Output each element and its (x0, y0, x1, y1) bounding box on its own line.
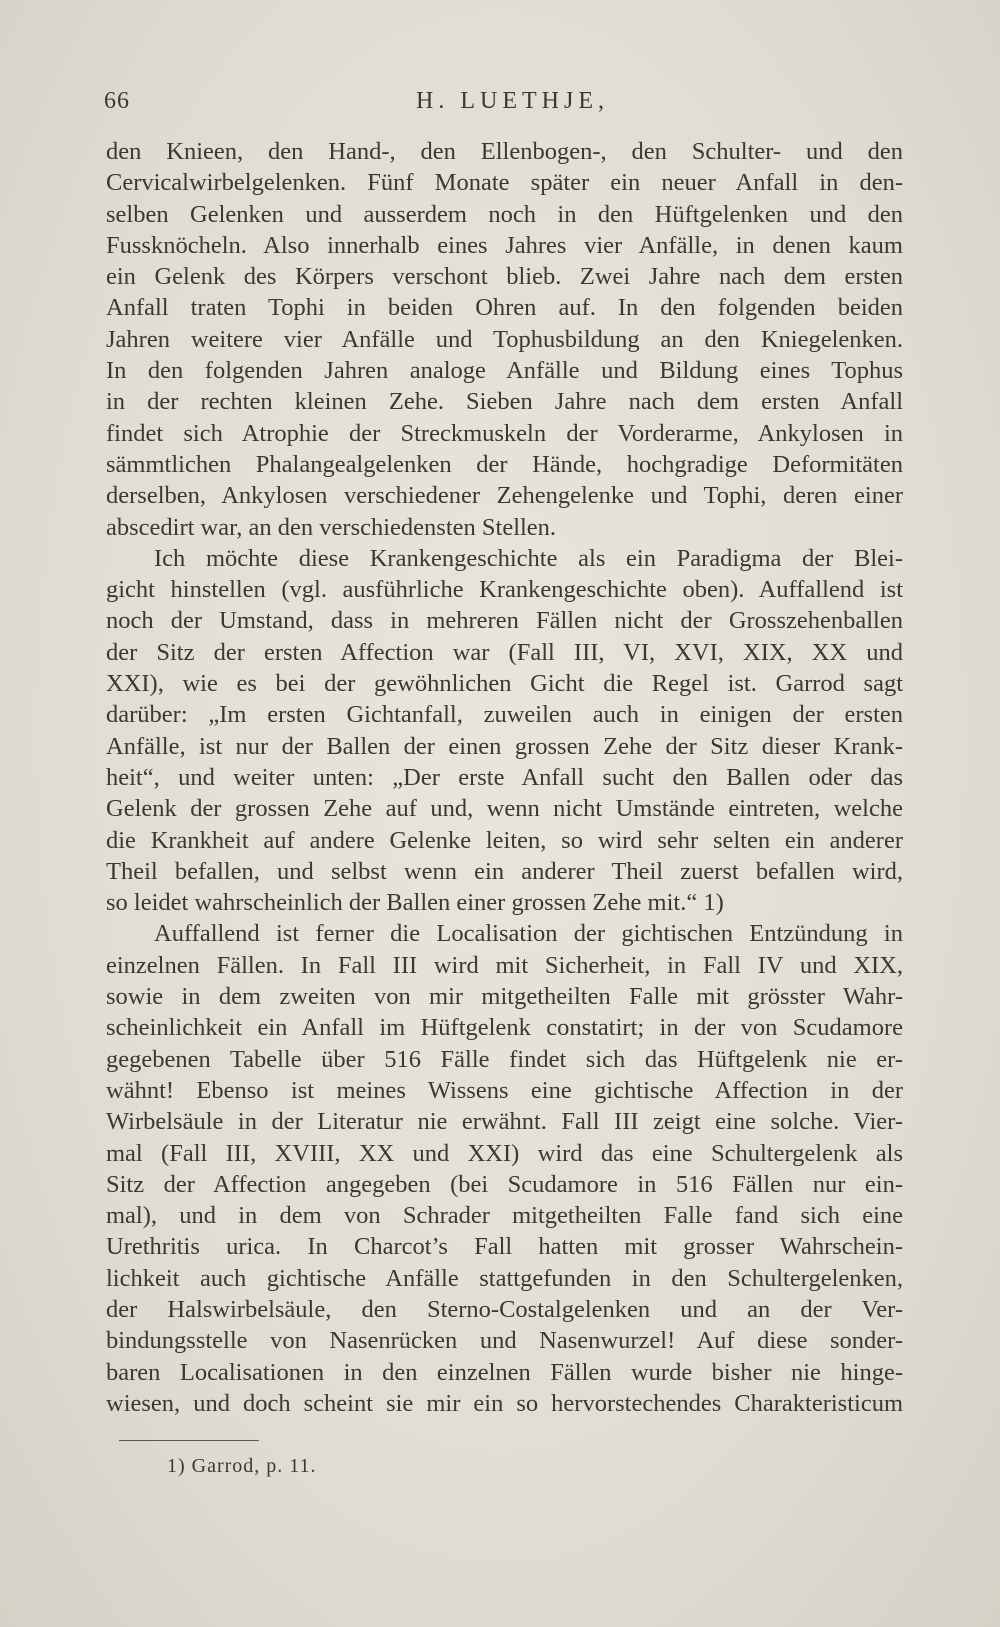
text-line: Fussknöcheln. Also innerhalb eines Jahres vier Anfälle, in denen kaum (106, 231, 903, 259)
text-line: Anfall traten Tophi in beiden Ohren auf. In den folgenden beiden (106, 294, 903, 322)
text-line: Theil befallen, und selbst wenn ein anderer Theil zuerst befallen wird, (106, 857, 903, 885)
page-number: 66 (104, 88, 130, 114)
text-line: Auffallend ist ferner die Localisation der gichtischen Entzündung in (154, 920, 903, 948)
text-line: lichkeit auch gichtische Anfälle stattgefunden in den Schultergelenken, (106, 1264, 903, 1292)
text-line: gicht hinstellen (vgl. ausführliche Krankengeschichte oben). Auffallend ist (106, 576, 903, 604)
text-line: wähnt! Ebenso ist meines Wissens eine gichtische Affection in der (106, 1076, 903, 1104)
text-line: Cervicalwirbelgelenken. Fünf Monate später ein neuer Anfall in den- (106, 169, 903, 197)
text-line: XXI), wie es bei der gewöhnlichen Gicht die Regel ist. Garrod sagt (106, 670, 903, 698)
text-line: In den folgenden Jahren analoge Anfälle und Bildung eines Tophus (106, 357, 903, 385)
text-line: der Halswirbelsäule, den Sterno-Costalgelenken und an der Ver- (106, 1295, 903, 1323)
text-line: wiesen, und doch scheint sie mir ein so hervorstechendes Charakteristicum (106, 1389, 903, 1417)
text-line: der Sitz der ersten Affection war (Fall III, VI, XVI, XIX, XX und (106, 638, 903, 666)
text-line: Urethritis urica. In Charcot’s Fall hatten mit grosser Wahrschein- (106, 1233, 903, 1261)
text-line: gegebenen Tabelle über 516 Fälle findet sich das Hüftgelenk nie er- (106, 1045, 903, 1073)
text-line: bindungsstelle von Nasenrücken und Nasenwurzel! Auf diese sonder- (106, 1327, 903, 1355)
text-line: Wirbelsäule in der Literatur nie erwähnt. Fall III zeigt eine solche. Vier- (106, 1108, 903, 1136)
body-text (106, 136, 903, 1419)
text-line: die Krankheit auf andere Gelenke leiten, so wird sehr selten ein anderer (106, 826, 903, 854)
text-line: sowie in dem zweiten von mir mitgetheilten Falle mit grösster Wahr- (106, 983, 903, 1011)
running-head: H. LUETHJE, (416, 88, 609, 114)
page-header (104, 88, 902, 128)
text-line: in der rechten kleinen Zehe. Sieben Jahre nach dem ersten Anfall (106, 388, 903, 416)
text-line: baren Localisationen in den einzelnen Fällen wurde bisher nie hinge- (106, 1358, 903, 1386)
text-line: mal (Fall III, XVIII, XX und XXI) wird das eine Schultergelenk als (106, 1139, 903, 1167)
text-line: abscedirt war, an den verschiedensten Stellen. (106, 513, 557, 541)
text-line: derselben, Ankylosen verschiedener Zehengelenke und Tophi, deren einer (106, 482, 903, 510)
text-line: heit“, und weiter unten: „Der erste Anfall sucht den Ballen oder das (106, 763, 903, 791)
footnote-divider (119, 1440, 259, 1441)
text-line: einzelnen Fällen. In Fall III wird mit Sicherheit, in Fall IV und XIX, (106, 951, 903, 979)
text-line: mal), und in dem von Schrader mitgetheilten Falle fand sich eine (106, 1202, 903, 1230)
footnote: 1) Garrod, p. 11. (167, 1455, 317, 1477)
text-line: noch der Umstand, dass in mehreren Fällen nicht der Grosszehenballen (106, 607, 903, 635)
text-line: scheinlichkeit ein Anfall im Hüftgelenk constatirt; in der von Scudamore (106, 1014, 903, 1042)
text-line: ein Gelenk des Körpers verschont blieb. Zwei Jahre nach dem ersten (106, 263, 903, 291)
text-line: den Knieen, den Hand-, den Ellenbogen-, den Schulter- und den (106, 138, 903, 165)
text-line: Jahren weitere vier Anfälle und Tophusbildung an den Kniegelenken. (106, 325, 903, 353)
text-line: Ich möchte diese Krankengeschichte als ein Paradigma der Blei- (154, 544, 903, 572)
text-line: Anfälle, ist nur der Ballen der einen grossen Zehe der Sitz dieser Krank- (106, 732, 903, 760)
text-line: selben Gelenken und ausserdem noch in den Hüftgelenken und den (106, 200, 903, 228)
text-line: Gelenk der grossen Zehe auf und, wenn nicht Umstände eintreten, welche (106, 795, 903, 823)
text-line: sämmtlichen Phalangealgelenken der Hände, hochgradige Deformitäten (106, 450, 903, 478)
text-line: darüber: „Im ersten Gichtanfall, zuweilen auch in einigen der ersten (106, 701, 903, 729)
text-line: Sitz der Affection angegeben (bei Scudamore in 516 Fällen nur ein- (106, 1170, 903, 1198)
text-line: so leidet wahrscheinlich der Ballen einer grossen Zehe mit.“ 1) (106, 889, 724, 917)
text-line: findet sich Atrophie der Streckmuskeln der Vorderarme, Ankylosen in (106, 419, 903, 447)
